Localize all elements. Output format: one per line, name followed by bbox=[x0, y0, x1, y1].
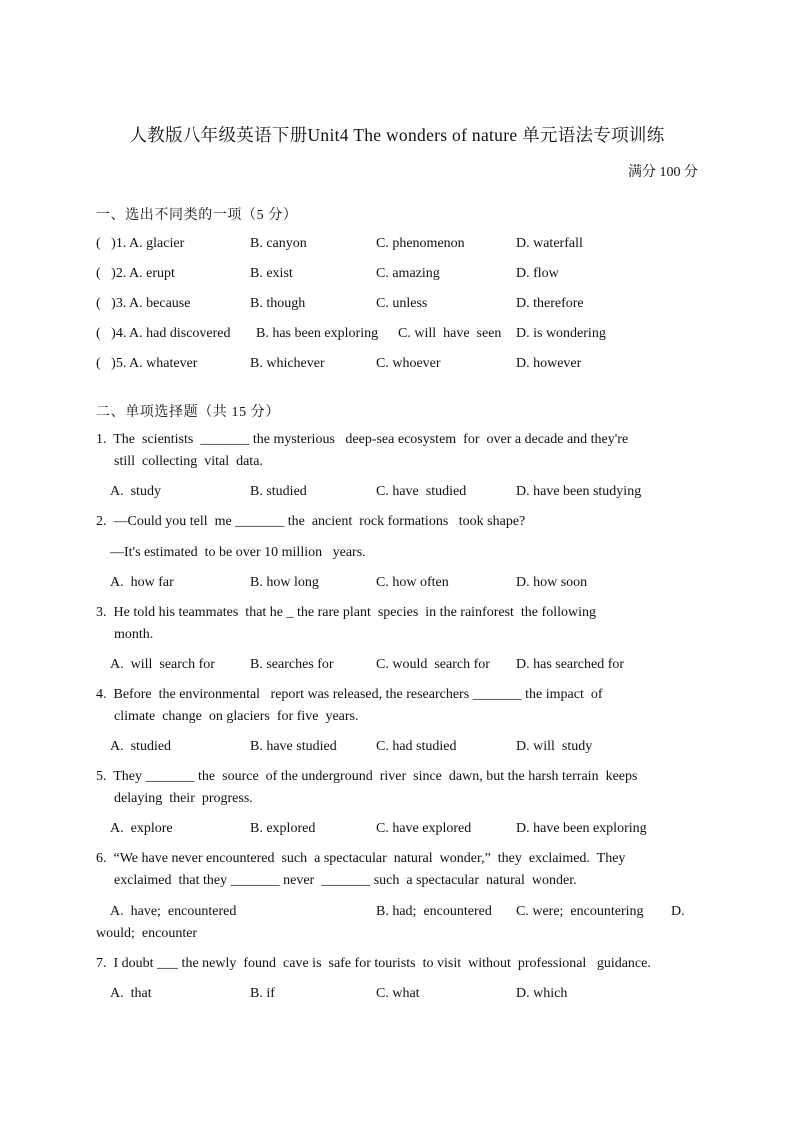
option-b: B. have studied bbox=[250, 739, 337, 754]
option-d: D. waterfall bbox=[516, 236, 583, 251]
option-d: D. is wondering bbox=[516, 326, 606, 341]
question-3-text: 3. He told his teammates that he _ the rare plant species in the rainforest the following bbox=[96, 605, 596, 620]
option-d: D. will study bbox=[516, 739, 593, 754]
option-b: B. had; encountered bbox=[376, 904, 492, 919]
option-b: B. though bbox=[250, 296, 306, 311]
option-c: C. will have seen bbox=[398, 326, 502, 341]
question-6-text-cont: exclaimed that they _______ never _______ such a spectacular natural wonder. bbox=[114, 873, 577, 888]
option-a: A. that bbox=[110, 986, 152, 1001]
question-1-text-cont: still collecting vital data. bbox=[114, 454, 263, 469]
option-c: C. have explored bbox=[376, 821, 472, 836]
option-b: B. if bbox=[250, 986, 275, 1001]
question-7-text: 7. I doubt ___ the newly found cave is safe for tourists to visit without professional guidance. bbox=[96, 956, 651, 971]
option-b: B. has been exploring bbox=[256, 326, 379, 341]
option-d: D. have been exploring bbox=[516, 821, 647, 836]
option-d-text: would; encounter bbox=[96, 926, 198, 941]
option-d-label: D. bbox=[671, 904, 685, 919]
item-label: ( )2. A. erupt bbox=[96, 266, 175, 281]
question-2-text-cont: —It's estimated to be over 10 million years. bbox=[110, 545, 366, 560]
option-a: A. study bbox=[110, 484, 161, 499]
option-b: B. explored bbox=[250, 821, 316, 836]
option-b: B. canyon bbox=[250, 236, 307, 251]
item-label: ( )5. A. whatever bbox=[96, 356, 198, 371]
option-a: A. studied bbox=[110, 739, 172, 754]
option-d: D. however bbox=[516, 356, 582, 371]
question-6-text: 6. “We have never encountered such a spectacular natural wonder,” they exclaimed. They bbox=[96, 851, 626, 866]
question-5-text-cont: delaying their progress. bbox=[114, 791, 253, 806]
question-1-text: 1. The scientists _______ the mysterious deep-sea ecosystem for over a decade and they're bbox=[96, 432, 629, 447]
option-c: C. how often bbox=[376, 575, 449, 590]
option-d: D. therefore bbox=[516, 296, 584, 311]
option-a: A. explore bbox=[110, 821, 173, 836]
question-3-text-cont: month. bbox=[114, 627, 154, 642]
option-c: C. had studied bbox=[376, 739, 457, 754]
question-4-text: 4. Before the environmental report was released, the researchers _______ the impact of bbox=[96, 687, 603, 702]
item-label: ( )3. A. because bbox=[96, 296, 191, 311]
option-c: C. were; encountering bbox=[516, 904, 644, 919]
question-2-text: 2. —Could you tell me _______ the ancient rock formations took shape? bbox=[96, 514, 526, 529]
document-title: 人教版八年级英语下册Unit4 The wonders of nature 单元语法专项训练 bbox=[129, 125, 665, 145]
question-5-text: 5. They _______ the source of the underground river since dawn, but the harsh terrain keeps bbox=[96, 769, 638, 784]
option-c: C. have studied bbox=[376, 484, 467, 499]
option-d: D. which bbox=[516, 986, 568, 1001]
option-c: C. would search for bbox=[376, 657, 490, 672]
section-2-heading: 二、单项选择题（共 15 分） bbox=[96, 405, 280, 420]
option-a: A. how far bbox=[110, 575, 174, 590]
option-b: B. how long bbox=[250, 575, 319, 590]
option-c: C. amazing bbox=[376, 266, 440, 281]
option-b: B. exist bbox=[250, 266, 293, 281]
option-c: C. unless bbox=[376, 296, 428, 311]
option-c: C. what bbox=[376, 986, 420, 1001]
option-d: D. flow bbox=[516, 266, 559, 281]
option-b: B. whichever bbox=[250, 356, 325, 371]
option-d: D. have been studying bbox=[516, 484, 642, 499]
total-score: 满分 100 分 bbox=[628, 165, 698, 180]
option-a: A. will search for bbox=[110, 657, 215, 672]
item-label: ( )1. A. glacier bbox=[96, 236, 185, 251]
question-4-text-cont: climate change on glaciers for five years. bbox=[114, 709, 359, 724]
item-label: ( )4. A. had discovered bbox=[96, 326, 231, 341]
option-c: C. phenomenon bbox=[376, 236, 465, 251]
option-d: D. has searched for bbox=[516, 657, 625, 672]
option-a: A. have; encountered bbox=[110, 904, 237, 919]
section-1-heading: 一、选出不同类的一项（5 分） bbox=[96, 208, 298, 223]
option-b: B. studied bbox=[250, 484, 307, 499]
option-d: D. how soon bbox=[516, 575, 588, 590]
option-b: B. searches for bbox=[250, 657, 334, 672]
option-c: C. whoever bbox=[376, 356, 441, 371]
